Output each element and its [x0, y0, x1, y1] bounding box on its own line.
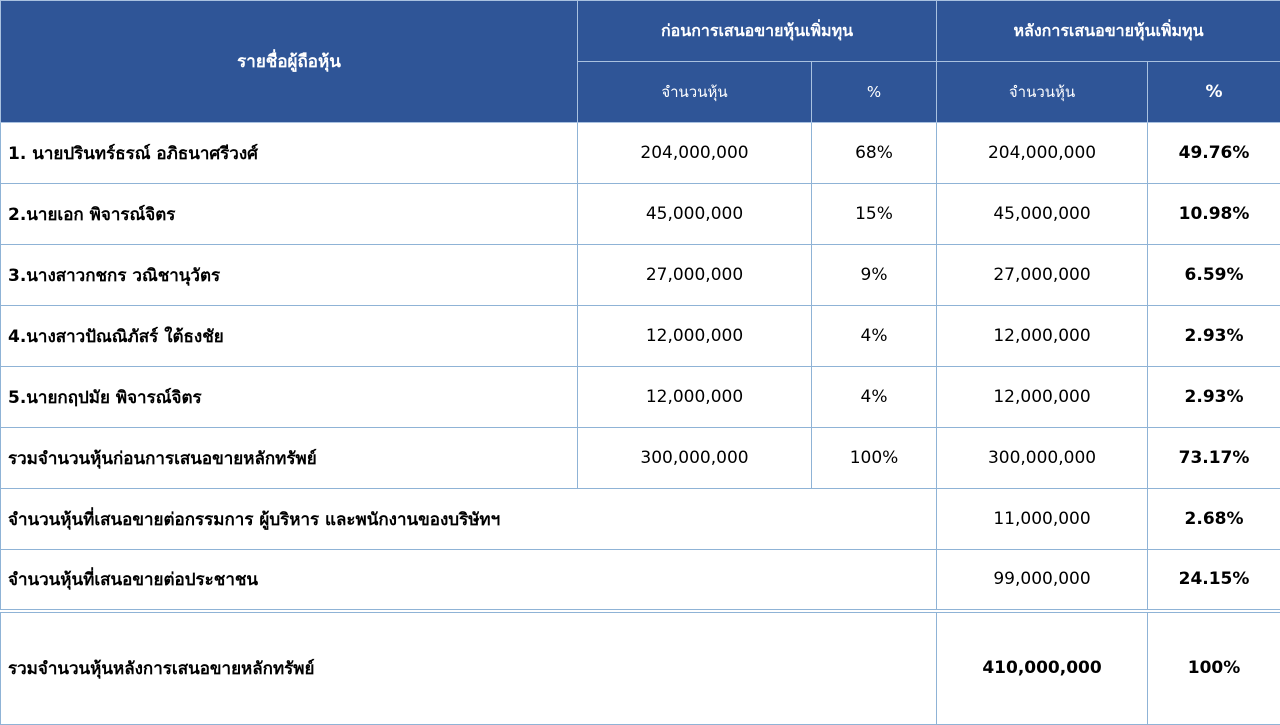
shareholder-name: 3.นางสาวกชกร วณิชานุวัตร: [1, 245, 578, 306]
shareholder-name: 5.นายกฤปมัย พิจารณ์จิตร: [1, 367, 578, 428]
after-pct: 2.93%: [1148, 367, 1280, 428]
after-shares: 300,000,000: [937, 428, 1148, 489]
after-pct: 2.93%: [1148, 306, 1280, 367]
table-row: [1, 123, 1280, 184]
grand-total-label: รวมจำนวนหุ้นหลังการเสนอขายหลักทรัพย์: [1, 611, 937, 725]
header-after-pct: %: [1148, 62, 1280, 123]
before-shares: 45,000,000: [578, 184, 812, 245]
header-after-shares: จำนวนหุ้น: [937, 62, 1148, 123]
before-shares: 300,000,000: [578, 428, 812, 489]
before-pct: 9%: [812, 245, 937, 306]
shareholder-name: 4.นางสาวปัณณิภัสร์ ใต้ธงชัย: [1, 306, 578, 367]
after-shares: 204,000,000: [937, 123, 1148, 184]
table-row: [1, 245, 1280, 306]
after-pct: 24.15%: [1148, 550, 1280, 611]
table-row: [1, 367, 1280, 428]
before-shares: 12,000,000: [578, 367, 812, 428]
grand-total-pct: 100%: [1148, 611, 1280, 725]
after-shares: 11,000,000: [937, 489, 1148, 550]
header-row-groups: [1, 1, 1280, 62]
before-pct: 100%: [812, 428, 937, 489]
after-shares: 45,000,000: [937, 184, 1148, 245]
before-pct: 4%: [812, 306, 937, 367]
before-pct: 15%: [812, 184, 937, 245]
table-row: [1, 184, 1280, 245]
subtotal-label: รวมจำนวนหุ้นก่อนการเสนอขายหลักทรัพย์: [1, 428, 578, 489]
after-shares: 12,000,000: [937, 306, 1148, 367]
before-shares: 27,000,000: [578, 245, 812, 306]
header-before-pct: %: [812, 62, 937, 123]
after-shares: 12,000,000: [937, 367, 1148, 428]
after-pct: 49.76%: [1148, 123, 1280, 184]
header-before-shares: จำนวนหุ้น: [578, 62, 812, 123]
after-shares: 27,000,000: [937, 245, 1148, 306]
after-pct: 6.59%: [1148, 245, 1280, 306]
before-pct: 68%: [812, 123, 937, 184]
header-after-offering: หลังการเสนอขายหุ้นเพิ่มทุน: [937, 1, 1280, 62]
subtotal-row: [1, 428, 1280, 489]
before-pct: 4%: [812, 367, 937, 428]
offer-row: [1, 489, 1280, 550]
after-pct: 2.68%: [1148, 489, 1280, 550]
offer-label: จำนวนหุ้นที่เสนอขายต่อประชาชน: [1, 550, 937, 611]
header-shareholder-name: รายชื่อผู้ถือหุ้น: [1, 1, 578, 123]
shareholder-name: 1. นายปรินทร์ธรณ์ อภิธนาศรีวงศ์: [1, 123, 578, 184]
shareholder-name: 2.นายเอก พิจารณ์จิตร: [1, 184, 578, 245]
grand-total-shares: 410,000,000: [937, 611, 1148, 725]
after-pct: 10.98%: [1148, 184, 1280, 245]
after-shares: 99,000,000: [937, 550, 1148, 611]
offer-label: จำนวนหุ้นที่เสนอขายต่อกรรมการ ผู้บริหาร และพนักงานของบริษัทฯ: [1, 489, 937, 550]
table-row: [1, 306, 1280, 367]
after-pct: 73.17%: [1148, 428, 1280, 489]
before-shares: 204,000,000: [578, 123, 812, 184]
grand-total-row: [1, 611, 1280, 725]
header-before-offering: ก่อนการเสนอขายหุ้นเพิ่มทุน: [578, 1, 937, 62]
before-shares: 12,000,000: [578, 306, 812, 367]
offer-row: [1, 550, 1280, 611]
